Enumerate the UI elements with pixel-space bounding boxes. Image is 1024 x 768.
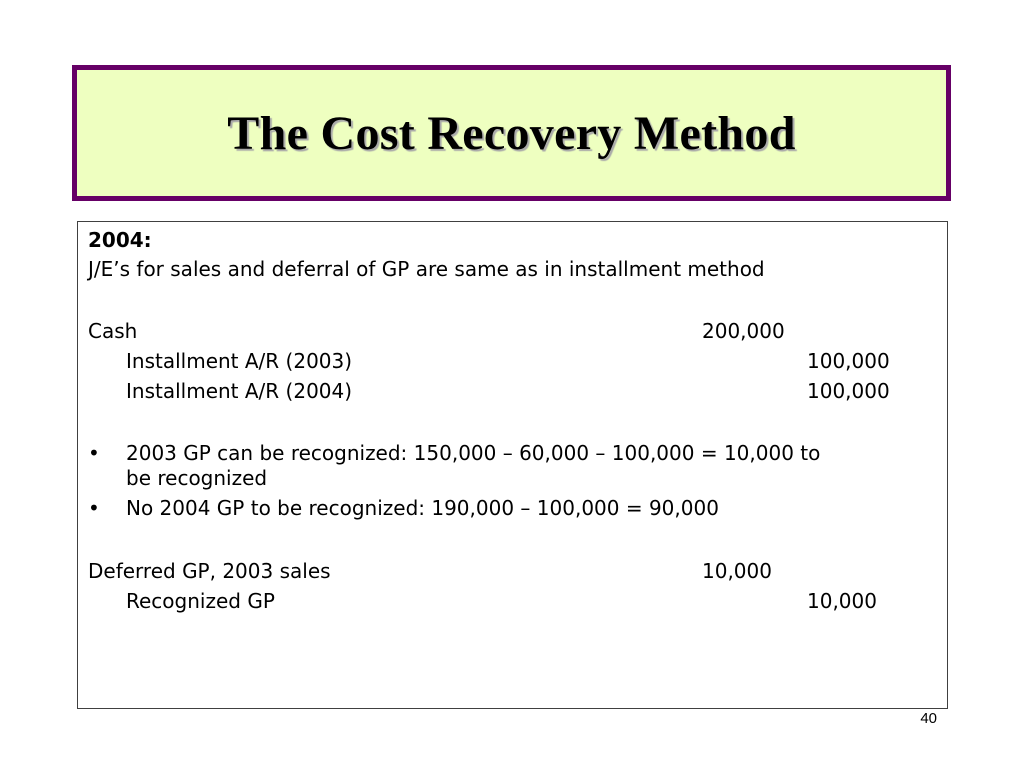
bullet-marker-1: •: [88, 441, 100, 465]
title-box: [72, 65, 951, 201]
bullet-1-line-2: be recognized: [126, 466, 268, 490]
bullet-1-line-1: 2003 GP can be recognized: 150,000 – 60,000 – 100,000 = 10,000 to: [126, 441, 821, 465]
content-box: [77, 221, 948, 709]
entry1-credit-amount-2: 100,000: [807, 379, 890, 403]
entry2-credit-account: Recognized GP: [126, 589, 275, 613]
year-heading: 2004:: [88, 228, 152, 252]
intro-text: J/E’s for sales and deferral of GP are same as in installment method: [88, 257, 765, 281]
entry1-credit-account-1: Installment A/R (2003): [126, 349, 353, 373]
entry1-credit-account-2: Installment A/R (2004): [126, 379, 353, 403]
entry2-credit-amount: 10,000: [807, 589, 877, 613]
slide-title: The Cost Recovery Method: [227, 106, 796, 160]
entry1-debit-amount: 200,000: [702, 319, 785, 343]
bullet-marker-2: •: [88, 496, 100, 520]
entry1-credit-amount-1: 100,000: [807, 349, 890, 373]
bullet-2-line-1: No 2004 GP to be recognized: 190,000 – 100,000 = 90,000: [126, 496, 719, 520]
entry2-debit-amount: 10,000: [702, 559, 772, 583]
entry1-debit-account: Cash: [88, 319, 138, 343]
entry2-debit-account: Deferred GP, 2003 sales: [88, 559, 331, 583]
page-number: 40: [920, 710, 937, 727]
